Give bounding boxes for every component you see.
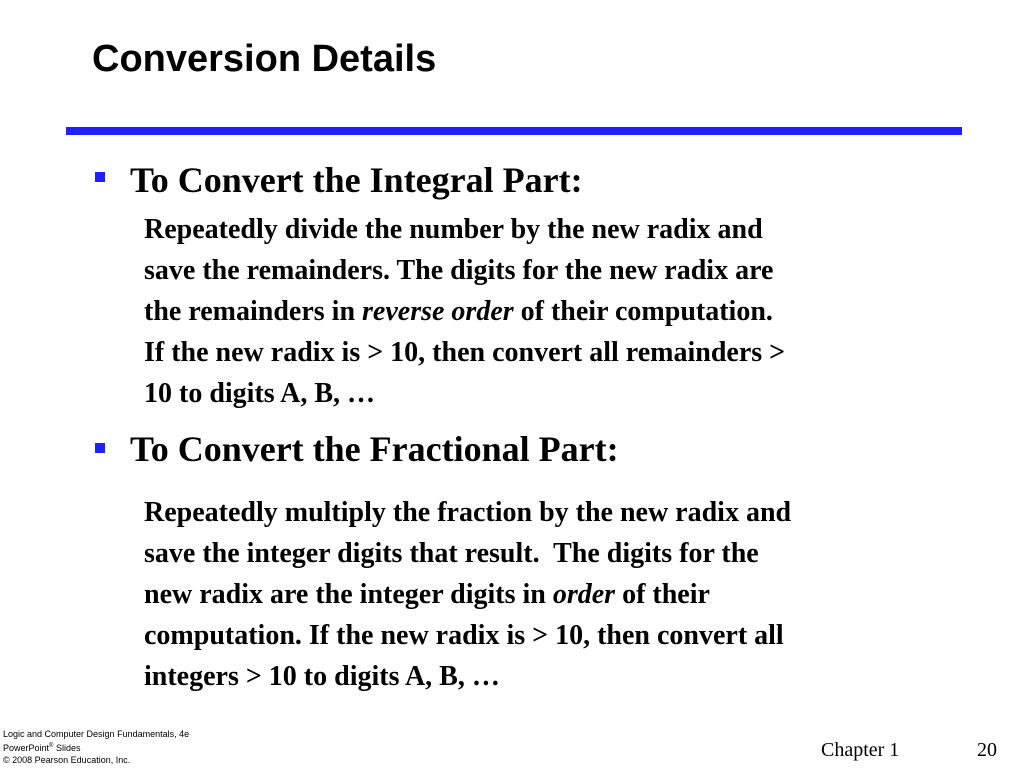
body-line: Repeatedly multiply the fraction by the new radix and bbox=[144, 497, 792, 528]
body-line: 10 to digits A, B, … bbox=[144, 378, 376, 409]
footer-book-info bbox=[3, 728, 189, 766]
footer-powerpoint-slides: PowerPoint® Slides bbox=[3, 743, 81, 753]
footer-copyright: © 2008 Pearson Education, Inc. bbox=[3, 755, 131, 765]
bullet-square-icon bbox=[95, 443, 105, 453]
body-line: new radix are the integer digits in order of their bbox=[144, 579, 710, 610]
footer-page-number: 20 bbox=[977, 739, 997, 761]
footer-chapter: Chapter 1 bbox=[821, 739, 900, 761]
body-line: the remainders in reverse order of their computation. bbox=[144, 296, 773, 327]
slide-title: Conversion Details bbox=[92, 38, 437, 80]
title-underline-rule bbox=[66, 127, 962, 135]
body-line: save the integer digits that result. The digits for the bbox=[144, 538, 759, 569]
bullet-heading-integral: To Convert the Integral Part: bbox=[130, 160, 583, 200]
body-line: Repeatedly divide the number by the new radix and bbox=[144, 214, 763, 245]
body-line: If the new radix is > 10, then convert all remainders > bbox=[144, 337, 786, 368]
bullet-heading-fractional: To Convert the Fractional Part: bbox=[130, 429, 619, 469]
body-line: computation. If the new radix is > 10, then convert all bbox=[144, 620, 784, 651]
emphasis-reverse-order: reverse order bbox=[362, 296, 514, 327]
body-line: integers > 10 to digits A, B, … bbox=[144, 661, 500, 692]
footer-book-title: Logic and Computer Design Fundamentals, 4e bbox=[3, 729, 190, 739]
body-line: save the remainders. The digits for the new radix are bbox=[144, 255, 774, 286]
emphasis-order: order bbox=[552, 579, 616, 610]
bullet-square-icon bbox=[95, 172, 105, 182]
